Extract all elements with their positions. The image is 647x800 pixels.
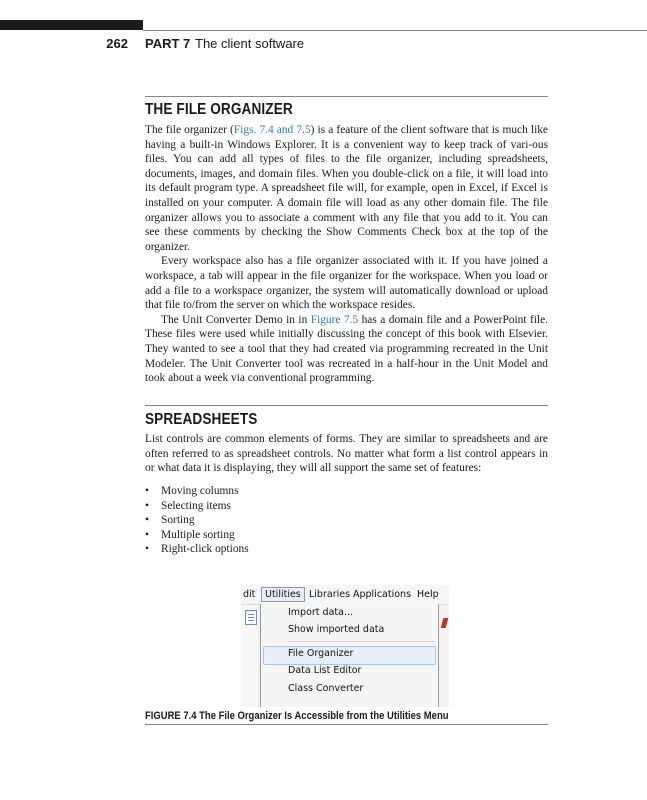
paragraph [145,313,548,386]
list-item [145,528,249,543]
text-run: The Unit Converter Demo in in [161,313,311,326]
list-item-label: Multiple sorting [161,528,235,541]
document-icon [245,610,257,625]
menu-bar [241,585,449,605]
page-number: 262 [106,36,128,51]
list-item [145,484,249,499]
paragraph [145,123,548,254]
figure-link[interactable]: Figure 7.5 [310,313,359,326]
figure-caption: FIGURE 7.4 The File Organizer Is Accessible from the Utilities Menu [145,710,449,722]
section-rule [145,96,548,97]
menu-help[interactable]: Help [417,589,439,600]
bullet-icon: • [145,528,149,541]
caption-rule [145,724,548,725]
header-black-bar [0,20,143,30]
bullet-icon: • [145,543,149,555]
running-head [0,35,647,53]
text-run: The file organizer ( [145,124,234,136]
paragraph: List controls are common elements of forms. They are similar to spreadsheets and are often referred to as spreadsheet controls. No matter what form a list control appears in or what data it is displaying, they will all support the same set of features: [145,433,548,475]
menu-item-data-list-editor[interactable]: Data List Editor [288,665,362,676]
list-item-label: Sorting [161,514,195,526]
menu-utilities[interactable]: Utilities [261,587,305,602]
bullet-icon: • [145,499,149,512]
list-item [145,542,249,557]
utilities-dropdown [260,604,439,707]
menu-item-show-imported-data[interactable]: Show imported data [288,624,385,635]
feature-list [145,484,249,557]
part-title: The client software [195,36,305,51]
paragraph: Every workspace also has a file organizer associated with it. If you have joined a workspace, a tab will appear in the file organizer for the workspace. When you load or add a file to a workspace organizer, the system will automatically download or upload that file to/from the server on which the workspace resides. [145,255,548,312]
bullet-icon: • [145,514,149,526]
utilities-menu-screenshot [241,585,449,707]
section-file-organizer-body [145,123,548,386]
part-label: PART 7 [145,36,191,51]
section-heading-spreadsheets: SPREADSHEETS [145,411,258,428]
header-rule [143,30,647,31]
figure-link[interactable]: Figs. 7.4 and 7.5 [233,124,311,136]
text-run: has a domain file and a PowerPoint file. These files were used while initially discussing the concept of this book with Elsevier. They wanted to see a tool that they had created via programming recreated in the Unit Modeler. The Unit Converter tool was recreated in a half-hour in the Unit Model and took about a week via conventional programming. [145,313,549,385]
menu-item-file-organizer[interactable]: File Organizer [288,648,354,659]
list-item-label: Right-click options [161,543,249,555]
menu-edit[interactable]: dit [243,589,256,600]
list-item-label: Selecting items [161,499,231,512]
text-run: ) is a feature of the client software that is much like having a built-in Windows Explorer. It is a convenient way to keep track of vari-ous files. You can add all types of files to the file organizer, including spreadsheets, documents, images, and domain files. When you double-click on a file, it will load into its default program type. A spreadsheet file will, for example, open in Excel, if Excel is installed on your computer. A domain file will load as any other domain file. The file organizer allows you to associate a comment with any file that you add to it. You can see these comments by checking the Show Comments Check box at the top of the organizer. [145,124,548,253]
section-spreadsheets-body [145,432,548,476]
list-item [145,499,249,514]
section-heading-file-organizer: THE FILE ORGANIZER [145,101,293,118]
menu-separator [287,641,435,642]
menu-item-class-converter[interactable]: Class Converter [288,683,364,694]
list-item-label: Moving columns [161,485,239,497]
section-rule [145,405,548,406]
bullet-icon: • [145,485,149,497]
menu-item-import-data[interactable]: Import data... [288,607,354,618]
list-item [145,513,249,528]
menu-applications[interactable]: Applications [353,589,412,600]
menu-libraries[interactable]: Libraries [309,589,351,600]
